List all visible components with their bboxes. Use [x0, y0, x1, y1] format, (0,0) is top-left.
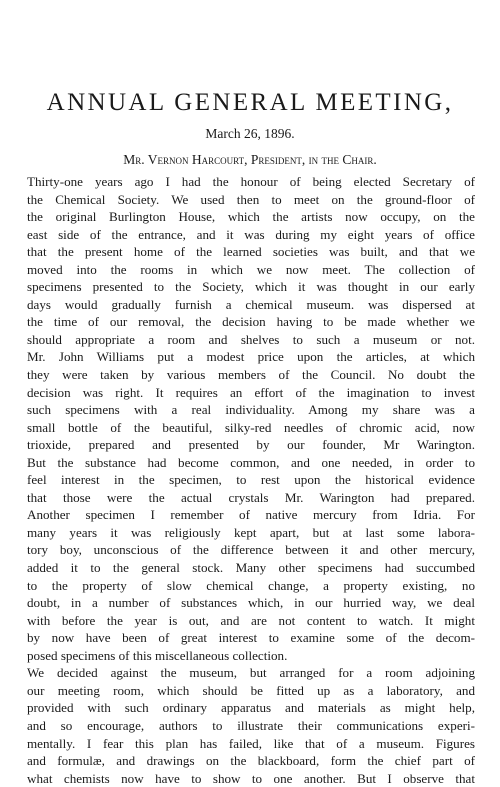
text-line: Another specimen I remember of native mercury from Idria. For: [27, 507, 475, 523]
text-line: east side of the entrance, and it was during my eight years of office: [27, 226, 475, 242]
text-line: added it to the general stock. Many other specimens had succumbed: [27, 560, 475, 576]
text-line: small bottle of the beautiful, silky-red needles of chromic acid, now: [27, 419, 475, 435]
text-line: Thirty-one years ago I had the honour of being elected Secretary of: [27, 174, 475, 189]
chair-line: Mr. Vernon Harcourt, President, in the Chair.: [123, 152, 377, 167]
text-line: by now have been of great interest to examine some of the decom-: [27, 630, 475, 646]
text-line: posed specimens of this miscellaneous collection.: [27, 647, 288, 663]
text-line: many years it was religiously kept apart, but at last some labora-: [27, 524, 475, 540]
text-line: the time of our removal, the decision having to be made whether we: [27, 314, 475, 330]
text-line: with before the year is out, and are not content to watch. It might: [27, 612, 475, 628]
text-line: doubt, in a number of substances which, in our hurried way, we deal: [27, 595, 475, 611]
meeting-date: March 26, 1896.: [205, 126, 295, 141]
text-line: such specimens with a real individuality. Among my share was a: [27, 402, 475, 418]
text-line: But the substance had become common, and one needed, in order to: [27, 454, 475, 470]
text-line: Mr. John Williams put a modest price upon the articles, at which: [27, 349, 475, 365]
text-line: specimens presented to the Society, which it was thought in our early: [27, 279, 475, 295]
text-line: provided with such ordinary apparatus and materials as might help,: [27, 700, 475, 716]
text-line: moved into the rooms in which we now meet. The collection of: [27, 261, 475, 277]
text-line: trioxide, prepared and presented by our founder, Mr Warington.: [27, 437, 475, 453]
text-line: and so encourage, authors to illustrate their communications experi-: [27, 717, 475, 733]
meeting-title: ANNUAL GENERAL MEETING,: [46, 89, 454, 116]
text-line: and formulæ, and drawings on the blackboard, form the chief part of: [27, 753, 475, 769]
text-line: the original Burlington House, which the artists now occupy, on the: [27, 209, 475, 225]
text-line: days would gradually furnish a chemical museum. was dispersed at: [27, 296, 475, 312]
text-line: they were taken by various members of the Council. No doubt the: [27, 367, 475, 383]
text-line: the Chemical Society. We used then to meet on the ground-floor of: [27, 191, 475, 207]
text-line: to the property of slow chemical change, a property existing, no: [27, 577, 475, 593]
text-line: decision was right. It requires an effort of the imagination to invest: [27, 384, 475, 400]
text-line: feel interest in the specimen, to rest upon the historical evidence: [27, 472, 475, 488]
text-line: should appropriate a room and shelves to such a museum or not.: [27, 331, 475, 347]
text-line: our meeting room, which should be fitted up as a laboratory, and: [27, 682, 475, 698]
text-line: We decided against the museum, but arranged for a room adjoining: [27, 665, 475, 681]
text-line: mentally. I fear this plan has failed, like that of a museum. Figures: [27, 735, 475, 751]
text-line: tory boy, unconscious of the difference between it and other mercury,: [27, 542, 475, 558]
text-line: what chemists now have to show to one another. But I observe that: [27, 770, 475, 786]
address-text: [27, 173, 475, 787]
text-line: that the present home of the learned societies was built, and that we: [27, 244, 475, 260]
text-line: that those were the actual crystals Mr. Warington had prepared.: [27, 489, 475, 505]
